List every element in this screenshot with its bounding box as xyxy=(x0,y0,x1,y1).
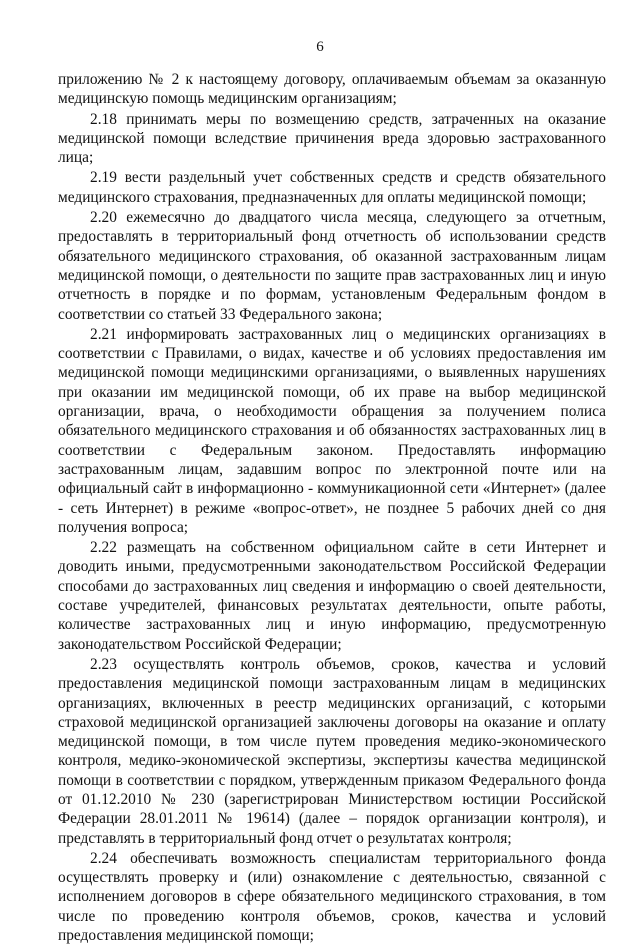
paragraph-2-18: 2.18 принимать меры по возмещению средств, затраченных на оказание медицинской помощи вследствие причинения вреда здоровью застрахованного лица; xyxy=(58,110,606,167)
paragraph-2-22: 2.22 размещать на собственном официальном сайте в сети Интернет и доводить иными, предусмотренными законодательством Российской Федерации способами до застрахованных лиц сведения и информацию о своей деятельности, составе учредителей, финансовых результатах деятельности, опыте работы, количестве застрахованных лиц и иную информацию, предусмотренную законодательством Российской Федерации; xyxy=(58,539,606,653)
paragraph-2-24: 2.24 обеспечивать возможность специалистам территориального фонда осуществлять проверку и (или) ознакомление с деятельностью, связанной с исполнением договоров в сфере обязательного медицинского страхования, в том числе по проведению контроля объемов, сроков, качества и условий предоставления медицинской помощи; xyxy=(58,849,606,945)
paragraph-2-19: 2.19 вести раздельный учет собственных средств и средств обязательного медицинского страхования, предназначенных для оплаты медицинской помощи; xyxy=(58,169,606,206)
paragraph-2-20: 2.20 ежемесячно до двадцатого числа месяца, следующего за отчетным, предоставлять в территориальный фонд отчетность об использовании средств обязательного медицинского страхования, об оказанной застрахованным лицам медицинской помощи, о деятельности по защите прав застрахованных лиц и иную отчетность в порядке и по формам, установленым Федеральным фондом в соответствии со статьей 33 Федерального закона; xyxy=(58,209,606,323)
paragraph-2-23: 2.23 осуществлять контроль объемов, сроков, качества и условий предоставления медицинской помощи застрахованным лицам в медицинских организациях, включенных в реестр медицинских организаций, с которыми страховой медицинской организацией заключены договоры на оказание и оплату медицинской помощи, в том числе путем проведения медико-экономического контроля, медико-экономической экспертизы, экспертизы качества медицинской помощи в соответствии с порядком, утвержденным приказом Федерального фонда от 01.12.2010 № 230 (зарегистрирован Министерством юстиции Российской Федерации 28.01.2011 № 19614) (далее – порядок организации контроля), и представлять в территориальный фонд отчет о результатах контроля; xyxy=(58,655,606,847)
page-number: 6 xyxy=(316,39,324,55)
paragraph-continuation: приложению № 2 к настоящему договору, оплачиваемым объемам за оказанную медицинскую помощь медицинским организациям; xyxy=(58,71,606,108)
document-body xyxy=(58,70,606,946)
paragraph-2-21: 2.21 информировать застрахованных лиц о медицинских организациях в соответствии с Правилами, о видах, качестве и об условиях предоставления им медицинской помощи медицинскими организациями, о выявленных нарушениях при оказании им медицинской помощи, об их праве на выбор медицинской организации, врача, о необходимости обращения за получением полиса обязательного медицинского страхования и об обязанностях застрахованных лиц в соответствии с Федеральным законом. Предоставлять информацию застрахованным лицам, задавшим вопрос по электронной почте или на официальный сайт в информационно - коммуникационной сети «Интернет» (далее - сеть Интернет) в режиме «вопрос-ответ», не позднее 5 рабочих дней со дня получения вопроса; xyxy=(58,325,606,536)
